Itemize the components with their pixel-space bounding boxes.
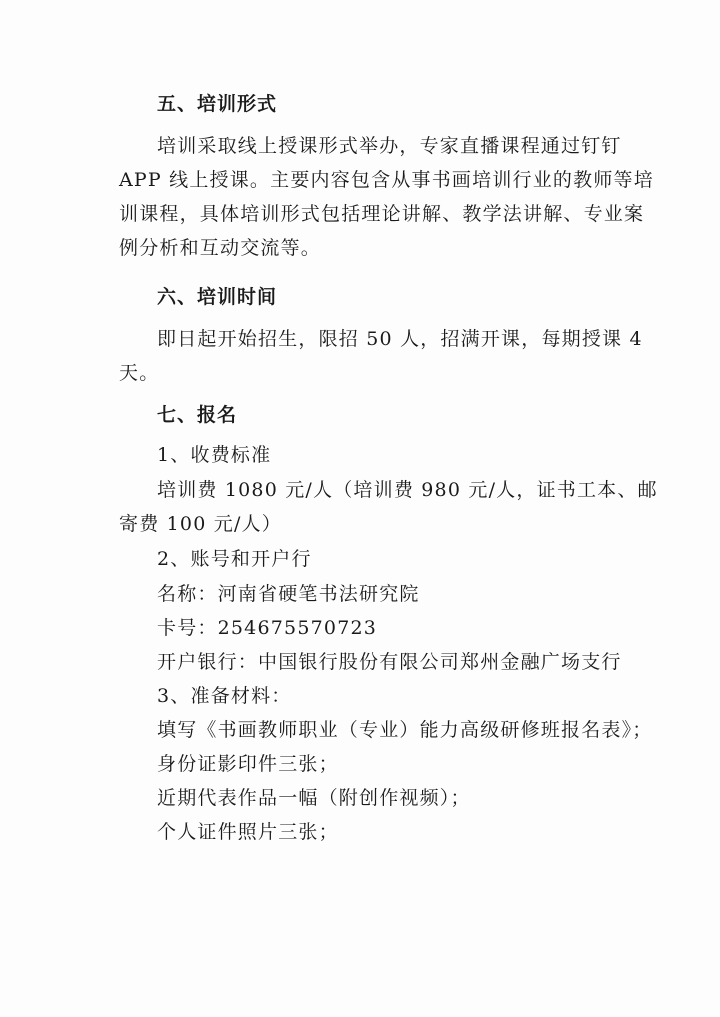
bank-name: 开户银行：中国银行股份有限公司郑州金融广场支行 — [157, 651, 622, 673]
paragraph-line: 培训费 1080 元/人（培训费 980 元/人，证书工本、邮 — [157, 479, 658, 501]
account-name: 名称：河南省硬笔书法研究院 — [157, 583, 420, 605]
material-item: 身份证影印件三张； — [157, 753, 339, 775]
account-number: 卡号：254675570723 — [157, 617, 378, 639]
item-title-account: 2、账号和开户行 — [157, 548, 312, 570]
paragraph-line: 即日起开始招生，限招 50 人，招满开课，每期授课 4 — [157, 328, 643, 350]
paragraph-line: 例分析和互动交流等。 — [119, 237, 322, 259]
section-heading-training-format: 五、培训形式 — [157, 93, 278, 115]
paragraph-line: 天。 — [119, 362, 160, 384]
paragraph-line: 训课程，具体培训形式包括理论讲解、教学法讲解、专业案 — [119, 203, 645, 225]
material-item: 填写《书画教师职业（专业）能力高级研修班报名表》； — [157, 719, 653, 741]
section-heading-training-time: 六、培训时间 — [157, 286, 278, 308]
section-heading-registration: 七、报名 — [157, 404, 238, 426]
item-title-fee-standard: 1、收费标准 — [157, 444, 272, 466]
material-item: 个人证件照片三张； — [157, 821, 339, 843]
material-item: 近期代表作品一幅（附创作视频）； — [157, 787, 471, 809]
paragraph-line: 寄费 100 元/人） — [119, 513, 282, 535]
paragraph-line: APP 线上授课。主要内容包含从事书画培训行业的教师等培 — [119, 169, 654, 191]
item-title-materials: 3、准备材料： — [157, 685, 292, 707]
paragraph-line: 培训采取线上授课形式举办，专家直播课程通过钉钉 — [157, 135, 622, 157]
